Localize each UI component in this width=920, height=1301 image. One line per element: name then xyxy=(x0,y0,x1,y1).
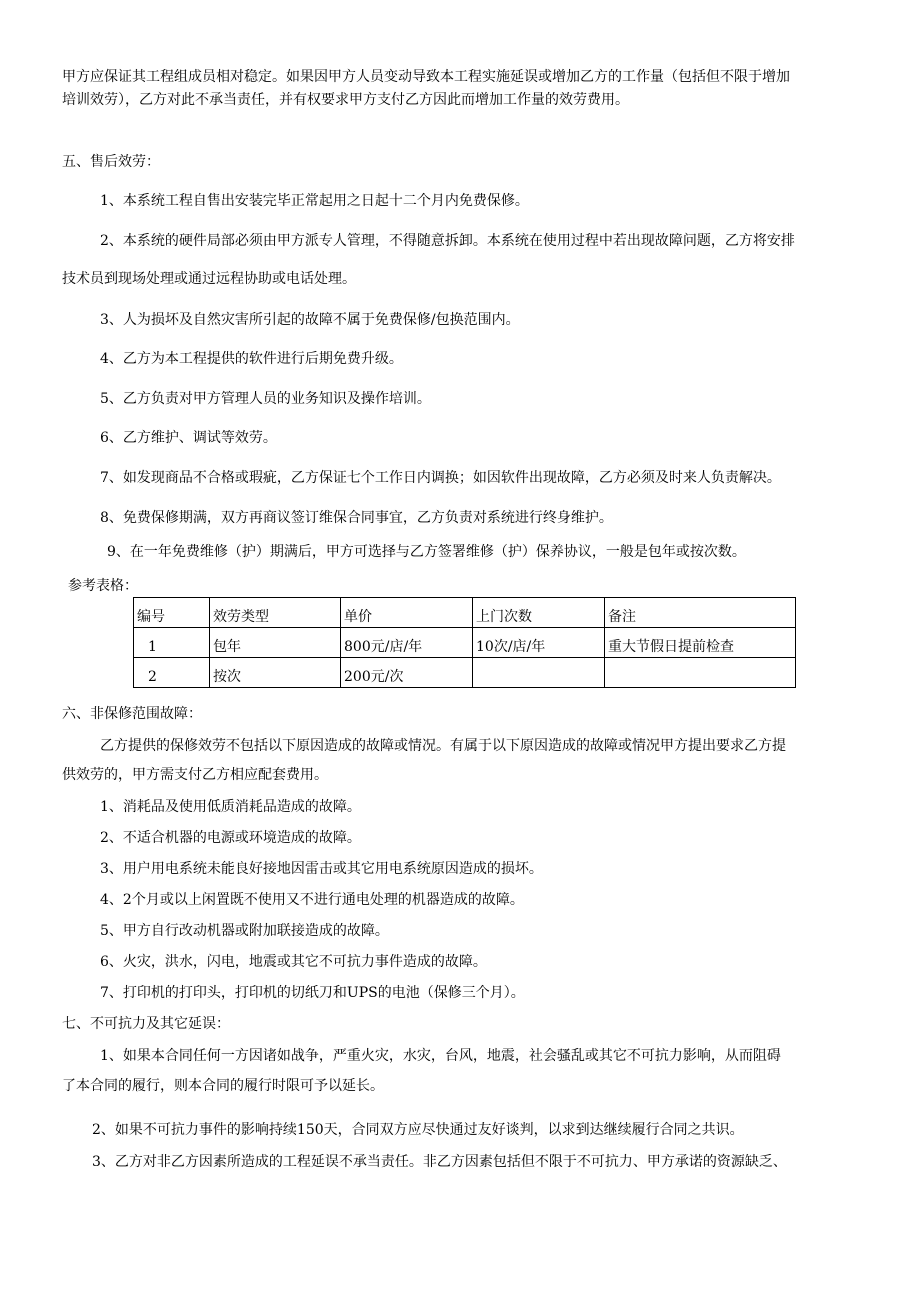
table-header-cell: 单价 xyxy=(341,598,473,628)
s5-item-2: 2、本系统的硬件局部必须由甲方派专人管理，不得随意拆卸。本系统在使用过程中若出现故障问题，乙方将安排 xyxy=(100,233,795,249)
reference-table xyxy=(133,597,796,688)
s5-item-9: 9、在一年免费维修（护）期满后，甲方可选择与乙方签署维修（护）保养协议，一般是包年或按次数。 xyxy=(107,544,746,560)
s6-item-2: 2、不适合机器的电源或环境造成的故障。 xyxy=(100,830,361,846)
table-header-cell: 备注 xyxy=(605,598,796,628)
s5-item-8: 8、免费保修期满，双方再商议签订维保合同事宜，乙方负责对系统进行终身维护。 xyxy=(100,510,613,526)
s5-item-3: 3、人为损坏及自然灾害所引起的故障不属于免费保修/包换范围内。 xyxy=(100,312,520,328)
s5-item-1: 1、本系统工程自售出安装完毕正常起用之日起十二个月内免费保修。 xyxy=(100,193,529,209)
table-cell: 10次/店/年 xyxy=(473,628,605,658)
table-row xyxy=(134,658,796,688)
s6-item-4: 4、2个月或以上闲置既不使用又不进行通电处理的机器造成的故障。 xyxy=(100,892,524,908)
table-row xyxy=(134,628,796,658)
table-cell: 2 xyxy=(134,658,210,688)
s7-item-3: 3、乙方对非乙方因素所造成的工程延误不承当责任。非乙方因素包括但不限于不可抗力、甲方承诺的资源缺乏、 xyxy=(92,1154,787,1170)
s6-item-3: 3、用户用电系统未能良好接地因雷击或其它用电系统原因造成的损坏。 xyxy=(100,861,543,877)
table-cell xyxy=(473,658,605,688)
intro-line-2: 培训效劳），乙方对此不承当责任，并有权要求甲方支付乙方因此而增加工作量的效劳费用。 xyxy=(62,92,629,108)
table-header-cell: 效劳类型 xyxy=(210,598,341,628)
table-cell: 包年 xyxy=(210,628,341,658)
s5-item-2-cont: 技术员到现场处理或通过远程协助或电话处理。 xyxy=(62,271,356,287)
table-cell: 1 xyxy=(134,628,210,658)
table-cell: 800元/店/年 xyxy=(341,628,473,658)
table-cell: 按次 xyxy=(210,658,341,688)
intro-line-1: 甲方应保证其工程组成员相对稳定。如果因甲方人员变动导致本工程实施延误或增加乙方的工作量（包括但不限于增加 xyxy=(62,69,790,85)
s6-item-5: 5、甲方自行改动机器或附加联接造成的故障。 xyxy=(100,923,389,939)
table-cell xyxy=(605,658,796,688)
section-5-heading: 五、售后效劳： xyxy=(62,154,160,170)
s7-item-2: 2、如果不可抗力事件的影响持续150天，合同双方应尽快通过友好谈判，以求到达继续履行合同之共识。 xyxy=(92,1122,744,1138)
s7-item-1-line-2: 了本合同的履行，则本合同的履行时限可予以延长。 xyxy=(62,1078,384,1094)
s5-item-4: 4、乙方为本工程提供的软件进行后期免费升级。 xyxy=(100,351,403,367)
table-header-row xyxy=(134,598,796,628)
s6-item-6: 6、火灾，洪水，闪电，地震或其它不可抗力事件造成的故障。 xyxy=(100,954,487,970)
s7-item-1-line-1: 1、如果本合同任何一方因诸如战争，严重火灾，水灾，台风，地震，社会骚乱或其它不可抗力影响，从而阻碍 xyxy=(100,1048,781,1064)
s6-item-7: 7、打印机的打印头，打印机的切纸刀和UPS的电池（保修三个月）。 xyxy=(100,985,525,1001)
table-cell: 200元/次 xyxy=(341,658,473,688)
section-7-heading: 七、不可抗力及其它延误： xyxy=(62,1016,230,1032)
s5-item-5: 5、乙方负责对甲方管理人员的业务知识及操作培训。 xyxy=(100,391,431,407)
table-header-cell: 编号 xyxy=(134,598,210,628)
reference-label: 参考表格： xyxy=(68,578,138,594)
table-cell: 重大节假日提前检查 xyxy=(605,628,796,658)
s6-intro-line-1: 乙方提供的保修效劳不包括以下原因造成的故障或情况。有属于以下原因造成的故障或情况甲方提出要求乙方提 xyxy=(100,738,786,754)
s6-intro-line-2: 供效劳的，甲方需支付乙方相应配套费用。 xyxy=(62,767,328,783)
section-6-heading: 六、非保修范围故障： xyxy=(62,706,202,722)
s6-item-1: 1、消耗品及使用低质消耗品造成的故障。 xyxy=(100,799,361,815)
s5-item-7: 7、如发现商品不合格或瑕疵，乙方保证七个工作日内调换；如因软件出现故障，乙方必须及时来人负责解决。 xyxy=(100,470,781,486)
s5-item-6: 6、乙方维护、调试等效劳。 xyxy=(100,430,277,446)
table-header-cell: 上门次数 xyxy=(473,598,605,628)
